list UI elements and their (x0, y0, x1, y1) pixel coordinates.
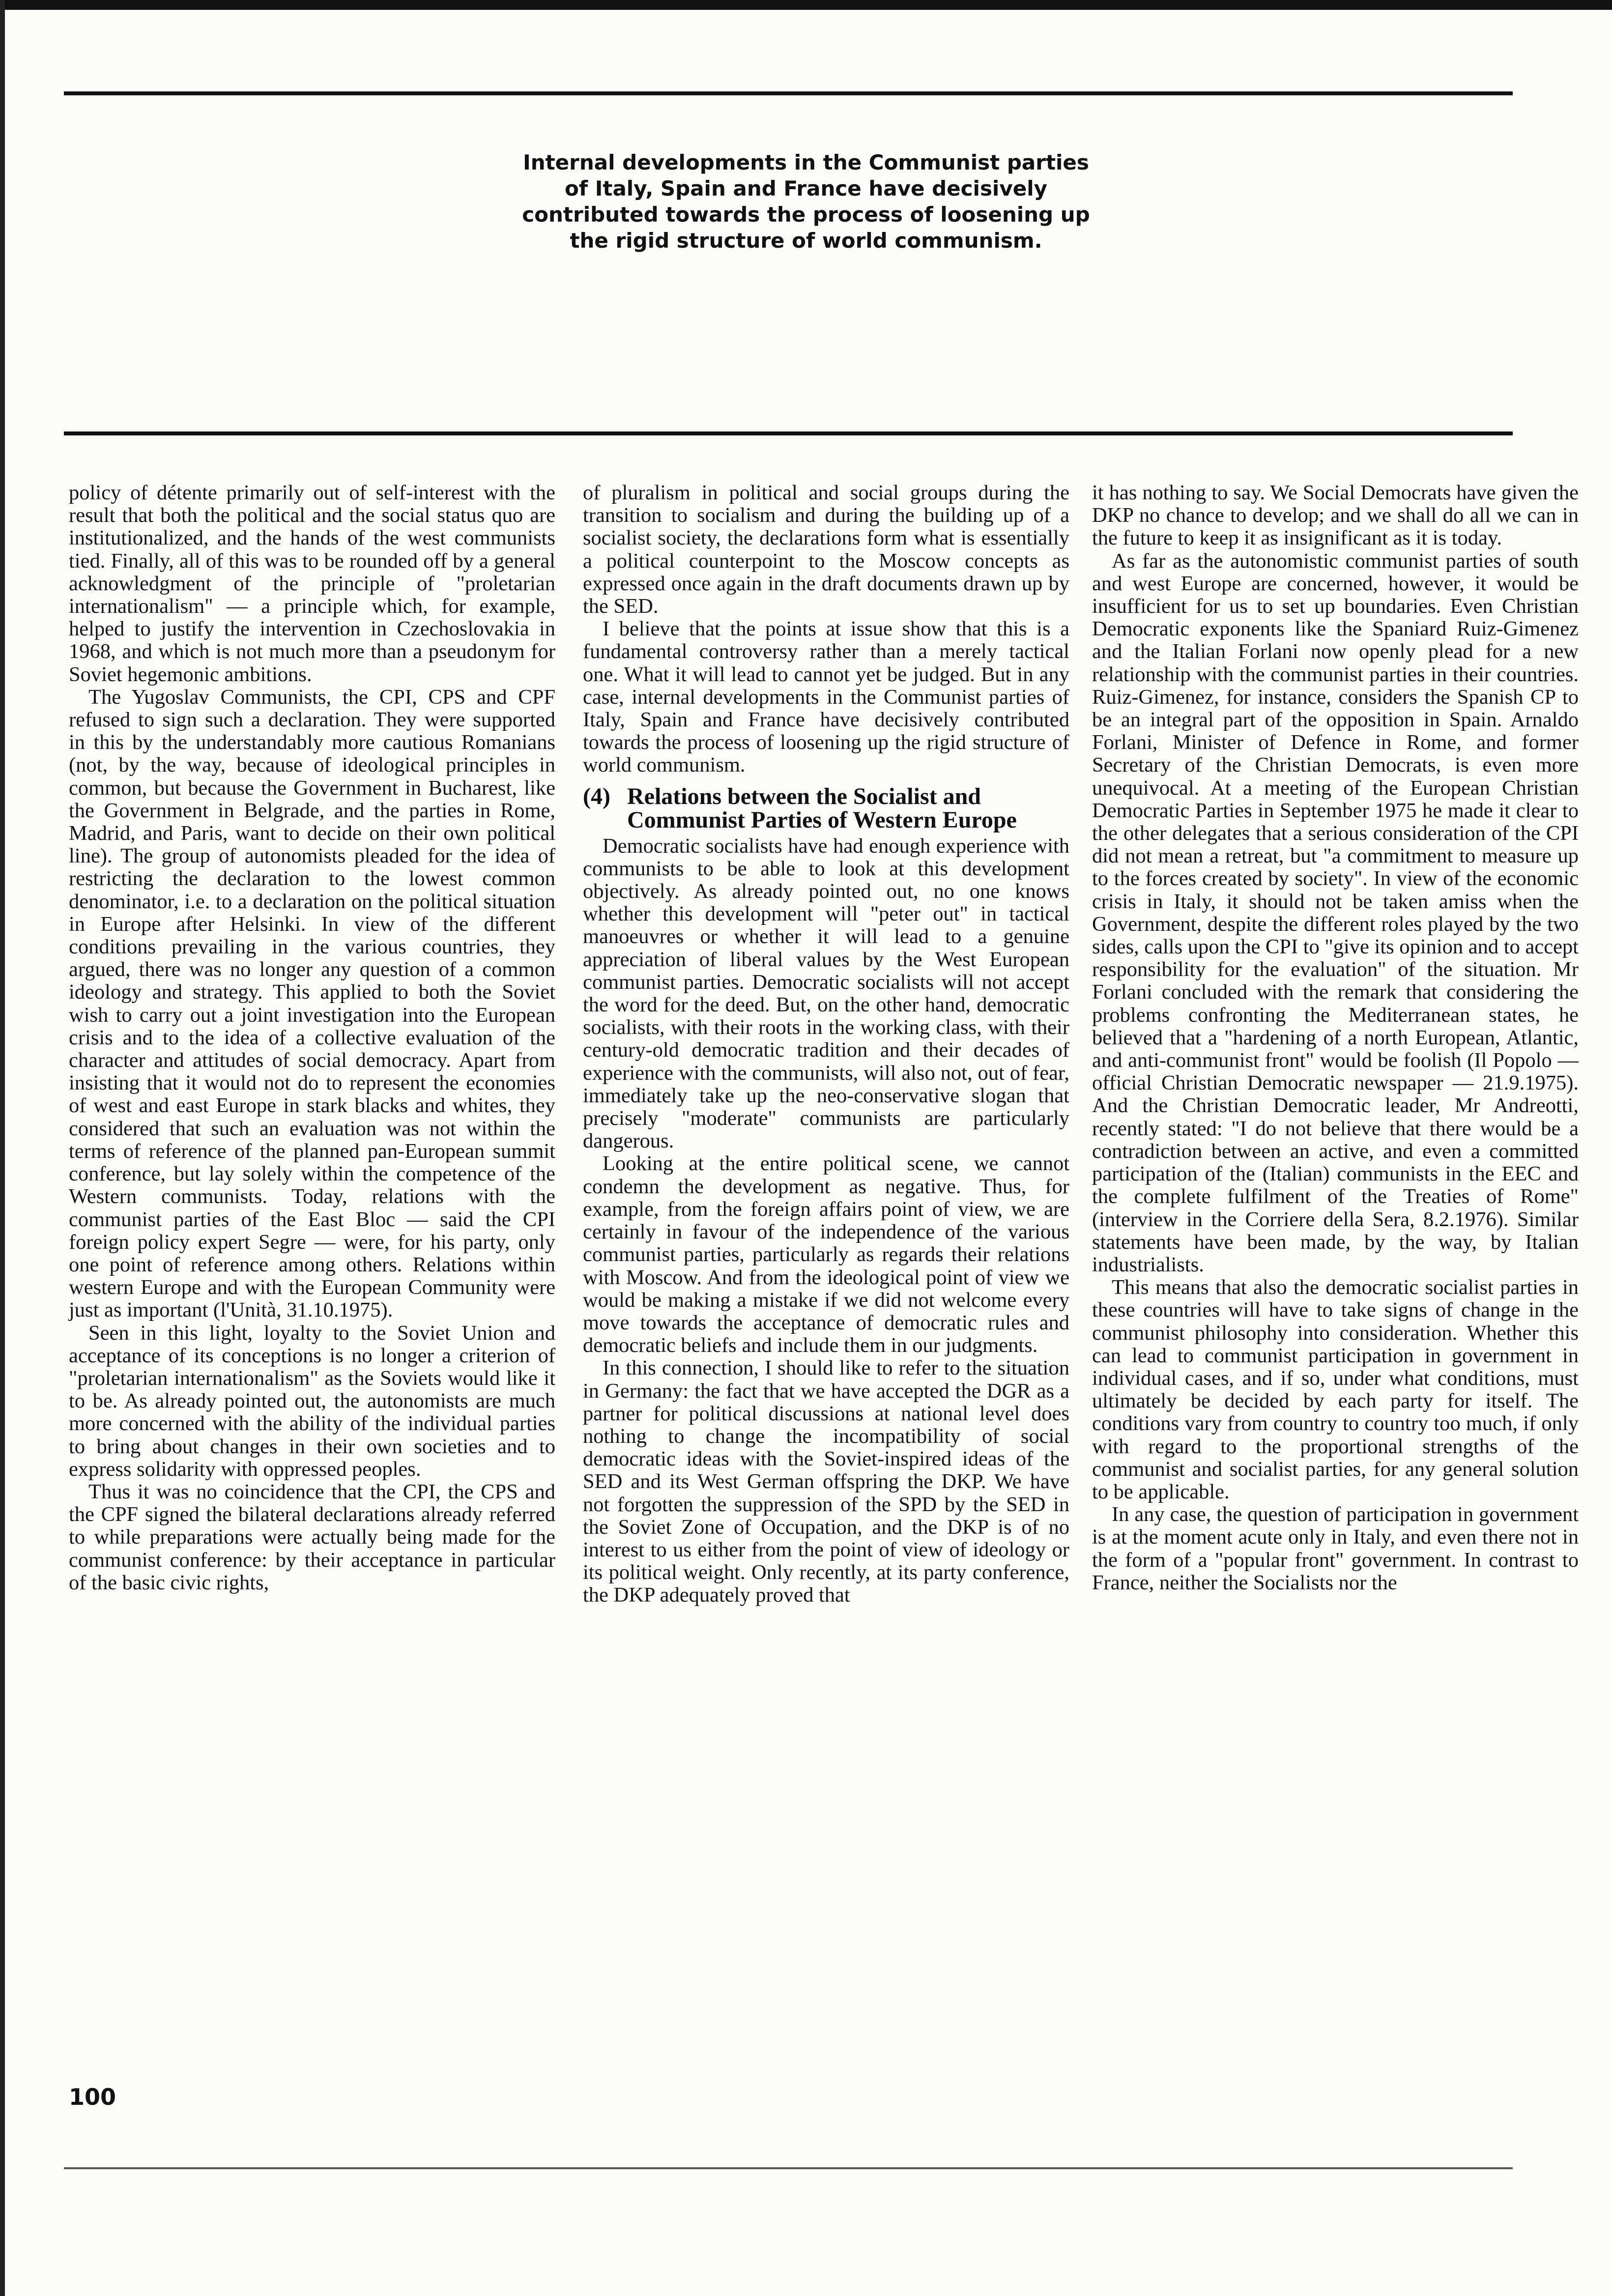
section-heading-text: Relations between the Socialist and Communist Parties of Western Europe (627, 783, 1017, 833)
section-heading-number: (4) (583, 783, 610, 809)
paragraph: I believe that the points at issue show that this is a fundamental controversy rather than a merely tactical one. What it will lead to cannot yet be judged. But in any case, internal developments in the Communist parties of Italy, Spain and France have decisively contributed towards the process of loosening up the rigid structure of world communism. (583, 617, 1069, 777)
scan-edge-top (0, 0, 1612, 10)
paragraph: In this connection, I should like to refer to the situation in Germany: the fact that we have accepted the DGR as a partner for political discussions at national level does nothing to change the incompatibility of social democratic ideas with the Soviet-inspired ideas of the SED and its West German offspring the DKP. We have not forgotten the suppression of the SPD by the SED in the Soviet Zone of Occupation, and the DKP is of no interest to us either from the point of view of ideology or its political weight. Only recently, at its party conference, the DKP adequately proved that (583, 1356, 1069, 1607)
paragraph: of pluralism in political and social groups during the transition to socialism and during the building up of a socialist society, the declarations form what is essentially a political counterpoint to the Moscow concepts as expressed once again in the draft documents drawn up by the SED. (583, 481, 1069, 618)
paragraph: it has nothing to say. We Social Democrats have given the DKP no chance to develop; and we shall do all we can in the future to keep it as insignificant as it is today. (1092, 481, 1579, 550)
page-number: 100 (69, 2084, 116, 2110)
paragraph: Thus it was no coincidence that the CPI, the CPS and the CPF signed the bilateral declarations already referred to while preparations were actually being made for the communist conference: by their acceptance in particular of the basic civic rights, (69, 1480, 555, 1594)
section-heading (583, 785, 1069, 832)
bottom-rule (64, 2167, 1513, 2169)
pull-quote: Internal developments in the Communist parties of Italy, Spain and France have decisively contributed towards the process of loosening up the rigid structure of world communism. (522, 150, 1090, 253)
paragraph: Looking at the entire political scene, we cannot condemn the development as negative. Thus, for example, from the foreign affairs point of view, we are certainly in favour of the independence of the various communist parties, particularly as regards their relations with Moscow. And from the ideological point of view we would be making a mistake if we did not welcome every move towards the acceptance of democratic rules and democratic beliefs and include them in our judgments. (583, 1152, 1069, 1357)
text-column-2 (583, 482, 1069, 1607)
paragraph: Seen in this light, loyalty to the Soviet Union and acceptance of its conceptions is no longer a criterion of "proletarian internationalism" as the Soviets would like it to be. As already pointed out, the autonomists are much more concerned with the ability of the individual parties to bring about changes in their own societies and to express solidarity with oppressed peoples. (69, 1321, 555, 1481)
scan-edge-left (0, 0, 5, 2296)
paragraph: The Yugoslav Communists, the CPI, CPS and CPF refused to sign such a declaration. They were supported in this by the understandably more cautious Romanians (not, by the way, because of ideological principles in common, but because the Government in Bucharest, like the Government in Belgrade, and the parties in Rome, Madrid, and Paris, want to decide on their own political line). The group of autonomists pleaded for the idea of restricting the declaration to the lowest common denominator, i.e. to a declaration on the political situation in Europe after Helsinki. In view of the different conditions prevailing in the various countries, they argued, there was no longer any question of a common ideology and strategy. This applied to both the Soviet wish to carry out a joint investigation into the European crisis and to the idea of a collective evaluation of the character and attitudes of social democracy. Apart from insisting that it would not do to represent the economies of west and east Europe in stark blacks and whites, they considered that such an evaluation was not within the terms of reference of the planned pan-European summit conference, but lay solely within the competence of the Western communists. Today, relations with the communist parties of the East Bloc — said the CPI foreign policy expert Segre — were, for his party, only one point of reference among others. Relations within western Europe and with the European Community were just as important (l'Unità, 31.10.1975). (69, 685, 555, 1322)
top-rule (64, 91, 1513, 95)
header-divider-rule (64, 431, 1513, 435)
paragraph: Democratic socialists have had enough experience with communists to be able to look at this development objectively. As already pointed out, no one knows whether this development will "peter out" in tactical manoeuvres or whether it will lead to a genuine appreciation of liberal values by the West European communist parties. Democratic socialists will not accept the word for the deed. But, on the other hand, democratic socialists, with their roots in the working class, with their century-old democratic tradition and their decades of experience with the communists, will also not, out of fear, immediately take up the neo-conservative slogan that precisely "moderate" communists are particularly dangerous. (583, 834, 1069, 1153)
text-column-1 (69, 482, 555, 1594)
paragraph: In any case, the question of participation in government is at the moment acute only in Italy, and even there not in the form of a "popular front" government. In contrast to France, neither the Socialists nor the (1092, 1503, 1579, 1594)
paragraph: policy of détente primarily out of self-interest with the result that both the political and the social status quo are institutionalized, and the hands of the west communists tied. Finally, all of this was to be rounded off by a general acknowledgment of the principle of "proletarian internationalism" — a principle which, for example, helped to justify the intervention in Czechoslovakia in 1968, and which is not much more than a pseudonym for Soviet hegemonic ambitions. (69, 481, 555, 686)
paragraph: As far as the autonomistic communist parties of south and west Europe are concerned, however, it would be insufficient for us to set up boundaries. Even Christian Democratic exponents like the Spaniard Ruiz-Gimenez and the Italian Forlani now openly plead for a new relationship with the communist parties in their countries. Ruiz-Gimenez, for instance, considers the Spanish CP to be an integral part of the opposition in Spain. Arnaldo Forlani, Minister of Defence in Rome, and former Secretary of the Christian Democrats, is even more unequivocal. At a meeting of the European Christian Democratic Parties in September 1975 he made it clear to the other delegates that a serious consideration of the CPI did not mean a retreat, but "a commitment to measure up to the forces created by society". In view of the economic crisis in Italy, it should not be taken amiss when the Government, despite the different roles played by the two sides, calls upon the CPI to "give its opinion and to accept responsibility for the evaluation" of the situation. Mr Forlani concluded with the remark that considering the problems confronting the Mediterranean states, he believed that a "hardening of a north European, Atlantic, and anti-communist front" would be foolish (Il Popolo — official Christian Democratic newspaper — 21.9.1975). And the Christian Democratic leader, Mr Andreotti, recently stated: "I do not believe that there would be a contradiction between an active, and even a committed participation of the (Italian) communists in the EEC and the complete fulfilment of the Treaties of Rome" (interview in the Corriere della Sera, 8.2.1976). Similar statements have been made, by the way, by Italian industrialists. (1092, 549, 1579, 1276)
text-column-3 (1092, 482, 1579, 1594)
paragraph: This means that also the democratic socialist parties in these countries will have to take signs of change in the communist philosophy into consideration. Whether this can lead to communist participation in government in individual cases, and if so, under what conditions, must ultimately be decided by each party for itself. The conditions vary from country to country too much, if only with regard to the proportional strengths of the communist and socialist parties, for any general solution to be applicable. (1092, 1276, 1579, 1503)
